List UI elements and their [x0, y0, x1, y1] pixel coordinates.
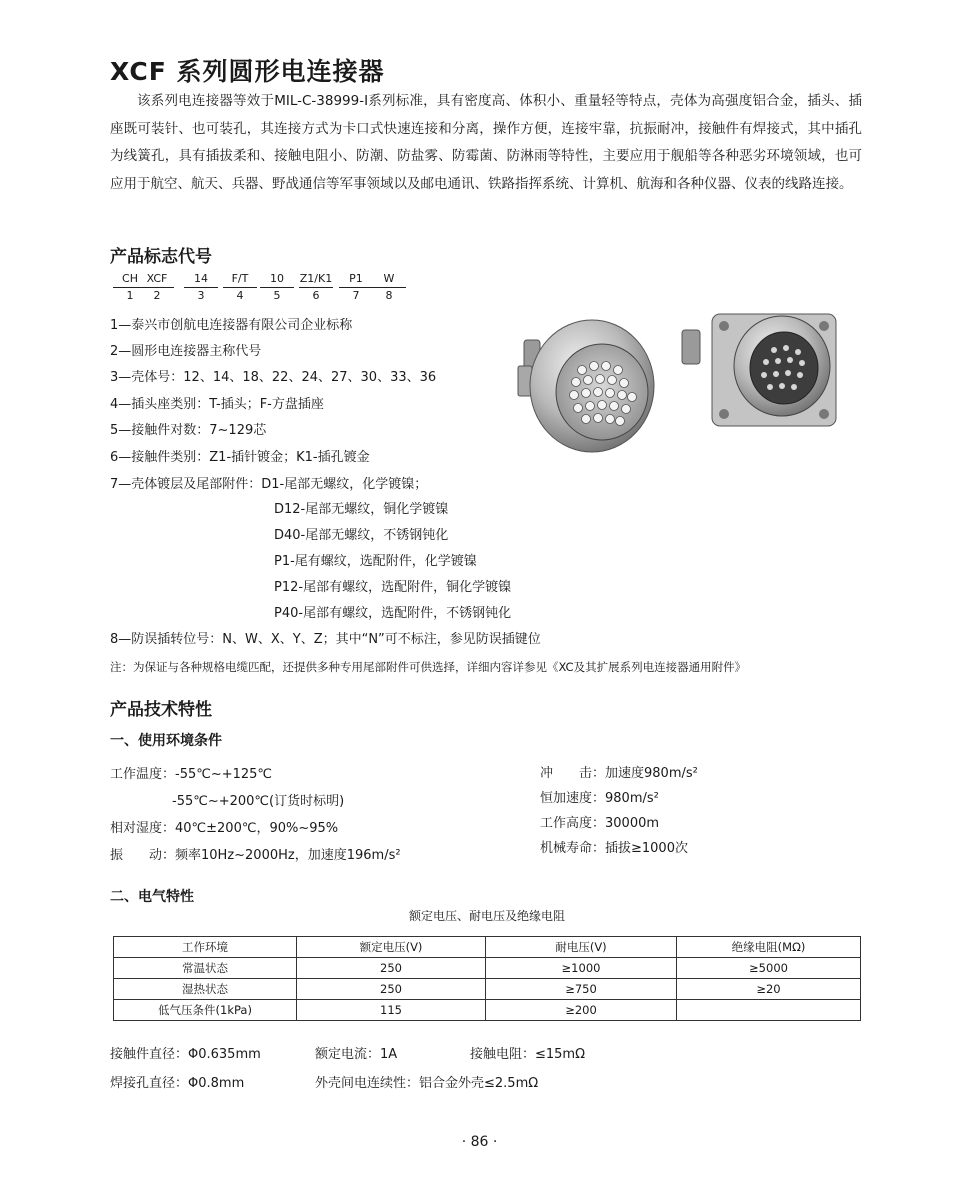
table-row [114, 1000, 861, 1021]
table-row [114, 958, 861, 979]
code-number: 6 [312, 289, 320, 302]
table-cell: 常温状态 [114, 958, 297, 979]
param-shell-continuity: 外壳间电连续性：铝合金外壳≤2.5mΩ [315, 1076, 539, 1091]
env-heading: 一、使用环境条件 [110, 733, 222, 749]
table-row [114, 979, 861, 1000]
code-number: 3 [197, 289, 205, 302]
table-header: 绝缘电阻(MΩ) [677, 937, 861, 958]
table-header: 额定电压(V) [297, 937, 486, 958]
code-item [140, 272, 174, 303]
electrical-spec-table [113, 936, 861, 1021]
code-label: P1 [339, 272, 373, 288]
code-number: 4 [236, 289, 244, 302]
receptacle-connector [682, 314, 836, 426]
table-cell: 250 [297, 958, 486, 979]
marking-line: 7—壳体镀层及尾部附件：D1-尾部无螺纹，化学镀镍； [110, 477, 428, 492]
table-cell: ≥750 [486, 979, 677, 1000]
table-cell: 低气压条件(1kPa) [114, 1000, 297, 1021]
table-cell: 115 [297, 1000, 486, 1021]
marking-line-8: 8—防误插转位号：N、W、X、Y、Z；其中“N”可不标注，参见防误插键位 [110, 632, 541, 647]
env-right-line: 冲 击：加速度980m/s² [540, 766, 698, 781]
marking-sub-line: D40-尾部无螺纹，不锈钢钝化 [274, 528, 449, 543]
env-left-line: 相对湿度：40℃±200℃，90%~95% [110, 821, 339, 836]
code-label: Z1/K1 [299, 272, 333, 288]
table-caption: 额定电压、耐电压及绝缘电阻 [408, 909, 565, 923]
marking-line: 2—圆形电连接器主称代号 [110, 344, 262, 359]
env-left-line: -55℃~+200℃(订货时标明) [172, 794, 345, 809]
code-label: CH [113, 272, 147, 288]
code-number: 7 [352, 289, 360, 302]
code-number: 8 [385, 289, 393, 302]
table-cell [677, 1000, 861, 1021]
connector-photo [512, 300, 844, 460]
table-cell: ≥200 [486, 1000, 677, 1021]
marking-sub-line: D12-尾部无螺纹，铜化学镀镍 [274, 502, 449, 517]
page-title: XCF 系列圆形电连接器 [110, 57, 385, 86]
intro-text: 该系列电连接器等效于MIL-C-38999-I系列标准，具有密度高、体积小、重量轻等特点，壳体为高强度铝合金，插头、插座既可装针、也可装孔，其连接方式为卡口式快速连接和分离，操作方便，连接牢靠，抗振耐冲，接触件有焊接式，其中插孔为线簧孔，具有插拔柔和、接触电阻小、防潮、防盐雾、防霉菌、防淋雨等特性，主要应用于舰船等各种恶劣环境领域，也可应用于航空、航天、兵器、野战通信等军事领域以及邮电通讯、铁路指挥系统、计算机、航海和各种仪器、仪表的线路连接。 [110, 93, 862, 192]
table-cell: ≥20 [677, 979, 861, 1000]
intro-paragraph [110, 88, 862, 198]
table-cell: ≥5000 [677, 958, 861, 979]
marking-sub-line: P1-尾有螺纹，选配附件，化学镀镍 [274, 554, 477, 569]
table-cell: ≥1000 [486, 958, 677, 979]
code-item [339, 272, 373, 303]
marking-line: 4—插头座类别：T-插头；F-方盘插座 [110, 397, 324, 412]
marking-heading: 产品标志代号 [110, 247, 212, 267]
param-solder-hole-diameter: 焊接孔直径：Φ0.8mm [110, 1076, 245, 1091]
code-item [372, 272, 406, 303]
plug-connector [518, 320, 654, 452]
code-item [260, 272, 294, 303]
marking-note: 注：为保证与各种规格电缆匹配，还提供多种专用尾部附件可供选择，详细内容详参见《XC及其扩展系列电连接器通用附件》 [110, 660, 747, 674]
table-header: 耐电压(V) [486, 937, 677, 958]
page-number: · 86 · [461, 1134, 498, 1150]
code-label: W [372, 272, 406, 288]
marking-line: 3—壳体号：12、14、18、22、24、27、30、33、36 [110, 370, 437, 385]
table-header-row [114, 937, 861, 958]
env-left-line: 振 动：频率10Hz~2000Hz，加速度196m/s² [110, 848, 401, 863]
marking-sub-line: P40-尾部有螺纹，选配附件，不锈钢钝化 [274, 606, 512, 621]
marking-line: 5—接触件对数：7~129芯 [110, 423, 267, 438]
code-item [184, 272, 218, 303]
env-left-line: 工作温度：-55℃~+125℃ [110, 767, 273, 782]
param-contact-resistance: 接触电阻：≤15mΩ [470, 1047, 586, 1062]
code-label: XCF [140, 272, 174, 288]
marking-sub-line: P12-尾部有螺纹，选配附件，铜化学镀镍 [274, 580, 512, 595]
env-right-line: 机械寿命：插拔≥1000次 [540, 841, 688, 856]
param-contact-diameter: 接触件直径：Φ0.635mm [110, 1047, 261, 1062]
tech-heading: 产品技术特性 [110, 700, 212, 720]
code-label: 10 [260, 272, 294, 288]
code-item [223, 272, 257, 303]
marking-line: 1—泰兴市创航电连接器有限公司企业标称 [110, 318, 353, 333]
code-number: 2 [153, 289, 161, 302]
code-number: 1 [126, 289, 134, 302]
code-label: 14 [184, 272, 218, 288]
code-number: 5 [273, 289, 281, 302]
env-right-line: 恒加速度：980m/s² [540, 791, 659, 806]
table-cell: 250 [297, 979, 486, 1000]
table-cell: 湿热状态 [114, 979, 297, 1000]
code-label: F/T [223, 272, 257, 288]
table-header: 工作环境 [114, 937, 297, 958]
env-right-line: 工作高度：30000m [540, 816, 660, 831]
code-item [299, 272, 333, 303]
marking-line: 6—接触件类别：Z1-插针镀金；K1-插孔镀金 [110, 450, 370, 465]
elec-heading: 二、电气特性 [110, 889, 194, 905]
param-rated-current: 额定电流：1A [315, 1047, 398, 1062]
